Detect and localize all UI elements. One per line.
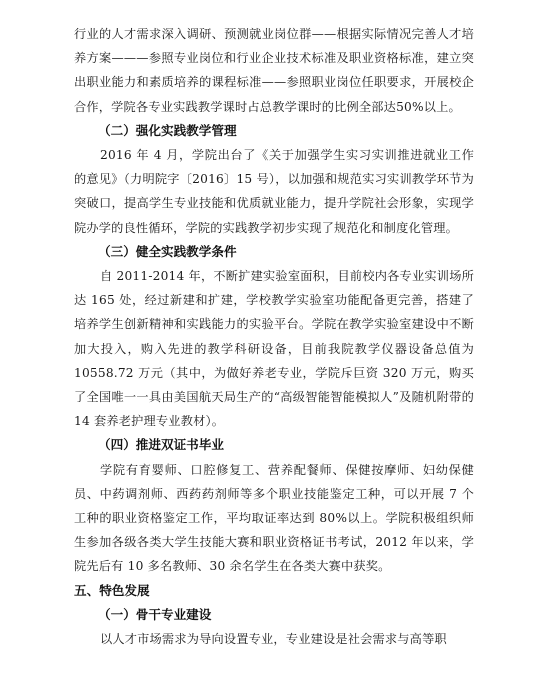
body-paragraph: 以人才市场需求为导向设置专业，专业建设是社会需求与高等职 xyxy=(100,632,447,647)
section-heading: （三）健全实践教学条件 xyxy=(98,243,237,259)
body-paragraph: 行业的人才需求深入调研、预测就业岗位群——根据实际情况完善人才培养方案———参照专业岗位和行业企业技术标准及职业资格标准，建立突出职业能力和素质培养的课程标准——参照职业岗位任职要求，开展校企合作，学院各专业实践教学课时占总教学课时的比例全部达50%以上。 xyxy=(74,27,474,114)
section-heading: （四）推进双证书毕业 xyxy=(98,437,224,453)
section-heading: （一）骨干专业建设 xyxy=(98,606,212,622)
body-paragraph: 学院有育婴师、口腔修复工、营养配餐师、保健按摩师、妇幼保健员、中药调剂师、西药药剂师等多个职业技能鉴定工种，可以开展 7 个工种的职业资格鉴定工作，平均取证率达到 80%以上。学院积极组织师生参加各级各类大学生技能大赛和职业资格证书考试，2012 年以来，学院先后有 10 多名教师、30 余名学生在各类大赛中获奖。 xyxy=(74,462,474,574)
chapter-heading: 五、特色发展 xyxy=(74,582,150,598)
body-paragraph: 2016 年 4 月，学院出台了《关于加强学生实习实训推进就业工作的意见》（力明院字〔2016〕15 号），以加强和规范实习实训教学环节为突破口，提高学生专业技能和优质就业能力，提升学院社会形象，实现学院办学的良性循环，学院的实践教学初步实现了规范化和制度化管理。 xyxy=(74,148,474,235)
section-heading: （二）强化实践教学管理 xyxy=(98,122,237,138)
document-page xyxy=(74,22,474,651)
body-paragraph: 自 2011-2014 年，不断扩建实验室面积，目前校内各专业实训场所达 165 处，经过新建和扩建，学校教学实验室功能配备更完善，搭建了培养学生创新精神和实践能力的实验平台。学院在教学实验室建设中不断加大投入，购入先进的教学科研设备，目前我院教学仪器设备总值为 10558.72 万元（其中，为做好养老专业，学院斥巨资 320 万元，购买了全国唯一一具由美国航天局生产的“高级智能智能模拟人”及随机附带的 14 套养老护理专业教材）。 xyxy=(74,269,474,429)
